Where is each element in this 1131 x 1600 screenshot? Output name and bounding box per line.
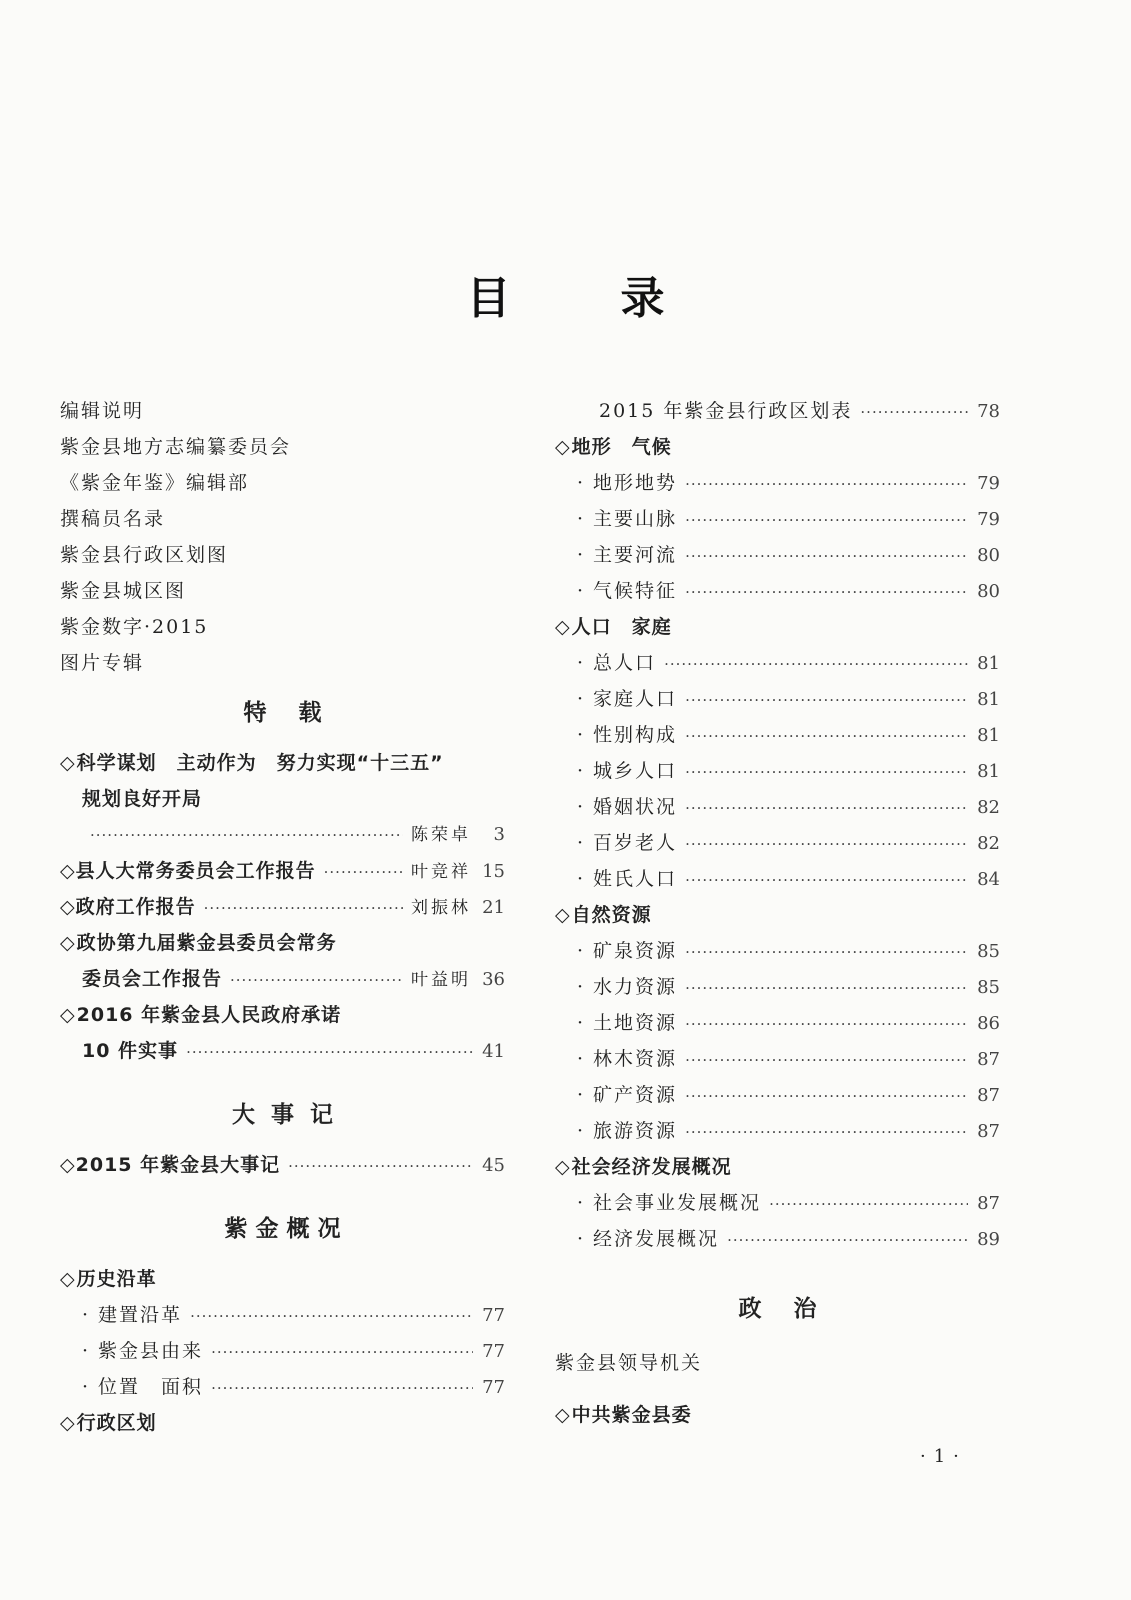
toc-front-item[interactable]: 紫金县地方志编纂委员会: [60, 436, 292, 458]
leader-dots: [685, 466, 968, 502]
toc-subentry[interactable]: [60, 1297, 505, 1333]
bullet-icon: ·: [577, 976, 586, 998]
leader-dots: [685, 754, 968, 790]
toc-subentry[interactable]: [555, 717, 1000, 753]
toc-subentry[interactable]: [555, 753, 1000, 789]
toc-front-item[interactable]: 图片专辑: [60, 652, 145, 674]
toc-entry-author: 叶竞祥: [411, 862, 471, 882]
toc-entry-label: 历史沿革: [76, 1268, 157, 1290]
toc-entry-text: 土地资源: [593, 1012, 678, 1034]
page-title: 目录: [466, 273, 775, 324]
leader-dots: [685, 1078, 968, 1114]
leader-dots: [685, 682, 968, 718]
leader-dots: [211, 1370, 473, 1406]
toc-page-number: 81: [977, 653, 1000, 674]
bullet-icon: ·: [577, 1120, 586, 1142]
toc-entry[interactable]: [60, 1147, 505, 1183]
toc-entry-label: [60, 1147, 280, 1183]
toc-entry-heading[interactable]: [60, 1405, 505, 1441]
diamond-icon: ◇: [60, 896, 76, 918]
leader-dots: [685, 1042, 968, 1078]
toc-page-number: 79: [977, 509, 1000, 530]
toc-entry-text: 气候特征: [593, 580, 678, 602]
toc-front-item[interactable]: 撰稿员名录: [60, 508, 166, 530]
toc-subentry[interactable]: [60, 1369, 505, 1405]
toc-subentry[interactable]: [555, 501, 1000, 537]
toc-entry-text: 县人大常务委员会工作报告: [75, 860, 316, 882]
toc-entry-text: 林木资源: [593, 1048, 678, 1070]
toc-entry-text: 经济发展概况: [593, 1228, 720, 1250]
leader-dots: [685, 970, 968, 1006]
toc-page-number: 80: [977, 545, 1000, 566]
diamond-icon: ◇: [555, 904, 571, 926]
bullet-icon: ·: [577, 1192, 586, 1214]
section-heading-overview: 紫 金 概 况: [224, 1216, 341, 1242]
toc-front-item[interactable]: 紫金数字·2015: [60, 616, 209, 638]
toc-sublist-terrain: [555, 465, 1000, 609]
bullet-icon: ·: [82, 1340, 91, 1362]
section-heading-special: 特 载: [243, 700, 322, 726]
bullet-icon: ·: [577, 472, 586, 494]
toc-page-number: 87: [977, 1085, 1000, 1106]
toc-entry-label: [577, 681, 677, 717]
toc-entry-text: 主要河流: [593, 544, 678, 566]
toc-entry-label: [82, 1333, 203, 1369]
toc-entry-label: 中共紫金县委: [571, 1404, 692, 1426]
toc-subentry[interactable]: [555, 573, 1000, 609]
page-number: ·1·: [920, 1446, 967, 1467]
toc-entry-text: 矿产资源: [593, 1084, 678, 1106]
toc-entry-heading[interactable]: [60, 745, 505, 781]
diamond-icon: ◇: [555, 1404, 571, 1426]
diamond-icon: ◇: [555, 436, 571, 458]
toc-sublist-population: [555, 645, 1000, 897]
toc-subentry[interactable]: [555, 1005, 1000, 1041]
leader-dots: [860, 394, 968, 430]
toc-entry-label: [577, 1113, 677, 1149]
toc-entry-label: [577, 1077, 677, 1113]
spacer: [555, 1257, 1000, 1277]
toc-entry-text: 百岁老人: [593, 832, 678, 854]
toc-entry-continuation[interactable]: [60, 781, 505, 817]
bullet-icon: ·: [577, 1228, 586, 1250]
toc-entry-text: 位置 面积: [98, 1376, 204, 1398]
toc-entry-heading[interactable]: [60, 1261, 505, 1297]
toc-subentry[interactable]: [555, 933, 1000, 969]
toc-entry-text: 总人口: [593, 652, 657, 674]
bullet-icon: ·: [82, 1304, 91, 1326]
bullet-icon: ·: [577, 1084, 586, 1106]
toc-subentry[interactable]: [555, 1113, 1000, 1149]
toc-entry-label: 委员会工作报告: [82, 968, 223, 990]
diamond-icon: ◇: [60, 932, 76, 954]
toc-entry-text: 旅游资源: [593, 1120, 678, 1142]
toc-entry-label: [577, 501, 677, 537]
toc-entry-text: 水力资源: [593, 976, 678, 998]
diamond-icon: ◇: [60, 1412, 76, 1434]
toc-page-number: 82: [977, 797, 1000, 818]
diamond-icon: ◇: [555, 616, 571, 638]
toc-entry-label: 政协第九届紫金县委员会常务: [76, 932, 337, 954]
toc-entry-label: 地形 气候: [571, 436, 672, 458]
leader-dots: [186, 1034, 473, 1070]
toc-entry-heading[interactable]: [60, 925, 505, 961]
toc-page-number: 36: [482, 969, 505, 990]
toc-entry-label: 2016 年紫金县人民政府承诺: [76, 1004, 342, 1026]
leader-dots: [230, 962, 403, 998]
toc-sublist-resources: [555, 933, 1000, 1149]
leader-dots: [685, 790, 968, 826]
diamond-icon: ◇: [555, 1156, 571, 1178]
bullet-icon: ·: [577, 1012, 586, 1034]
toc-page-number: 84: [977, 869, 1000, 890]
toc-page-number: 80: [977, 581, 1000, 602]
toc-entry-text: 婚姻状况: [593, 796, 678, 818]
toc-page-number: 41: [482, 1041, 505, 1062]
leader-dots: [204, 890, 403, 926]
toc-entry-label: [577, 789, 677, 825]
toc-entry-label: 2015 年紫金县行政区划表: [599, 400, 853, 422]
toc-entry-text: 建置沿革: [98, 1304, 183, 1326]
bullet-icon: ·: [577, 580, 586, 602]
toc-entry-heading[interactable]: [60, 997, 505, 1033]
toc-entry-heading[interactable]: [555, 897, 1000, 933]
leader-dots: [685, 718, 968, 754]
toc-entry-label: [577, 1185, 761, 1221]
toc-entry-label: [577, 1005, 677, 1041]
toc-entry-heading[interactable]: [555, 609, 1000, 645]
diamond-icon: ◇: [60, 1004, 76, 1026]
leader-dots: [685, 826, 968, 862]
toc-entry-text: 家庭人口: [593, 688, 678, 710]
toc-page-number: 86: [977, 1013, 1000, 1034]
spacer: [555, 1381, 1000, 1397]
toc-entry[interactable]: [60, 853, 505, 889]
toc-page-number: 87: [977, 1193, 1000, 1214]
toc-right-column: [555, 393, 1000, 1433]
leader-dots: [288, 1148, 473, 1184]
bullet-icon: ·: [577, 868, 586, 890]
toc-subentry[interactable]: [555, 1221, 1000, 1257]
toc-entry-text: 2015 年紫金县大事记: [75, 1154, 281, 1176]
leader-dots: [685, 1006, 968, 1042]
bullet-icon: ·: [577, 1048, 586, 1070]
toc-page-number: 87: [977, 1121, 1000, 1142]
toc-subentry[interactable]: [555, 465, 1000, 501]
toc-entry-leader-row[interactable]: [60, 1033, 505, 1069]
toc-entry-text: 性别构成: [593, 724, 678, 746]
toc-page-number: 77: [482, 1305, 505, 1326]
spacer: [60, 1069, 505, 1083]
toc-page-number: 81: [977, 761, 1000, 782]
toc-entry-label: [577, 1041, 677, 1077]
toc-entry-label: 人口 家庭: [571, 616, 672, 638]
toc-entry-label: 行政区划: [76, 1412, 157, 1434]
toc-entry-label: 科学谋划 主动作为 努力实现“十三五”: [76, 752, 444, 774]
toc-entry-leader-row[interactable]: [60, 961, 505, 997]
toc-subentry[interactable]: [555, 537, 1000, 573]
toc-page-number: 77: [482, 1377, 505, 1398]
toc-entry-text: 社会事业发展概况: [593, 1192, 762, 1214]
toc-entry-text: 地形地势: [593, 472, 678, 494]
toc-entry-text: 矿泉资源: [593, 940, 678, 962]
toc-subentry[interactable]: [555, 1077, 1000, 1113]
section-heading-politics: 政 治: [738, 1296, 817, 1322]
toc-entry-label: 社会经济发展概况: [571, 1156, 732, 1178]
toc-entry-heading[interactable]: [555, 429, 1000, 465]
leader-dots: [685, 1114, 968, 1150]
leader-dots: [685, 862, 968, 898]
leader-dots: [90, 817, 403, 853]
toc-front-item[interactable]: 编辑说明: [60, 400, 145, 422]
toc-left-column: [60, 393, 505, 1441]
toc-entry-label: [577, 465, 677, 501]
toc-page-number: 89: [977, 1229, 1000, 1250]
diamond-icon: ◇: [60, 860, 76, 882]
toc-subentry[interactable]: [555, 861, 1000, 897]
toc-front-item[interactable]: 紫金县领导机关: [555, 1352, 703, 1374]
leader-dots: [324, 854, 403, 890]
toc-page-number: 85: [977, 977, 1000, 998]
leader-dots: [190, 1298, 473, 1334]
toc-entry-label: [577, 573, 677, 609]
diamond-icon: ◇: [60, 1154, 76, 1176]
toc-subentry[interactable]: [555, 789, 1000, 825]
bullet-icon: ·: [577, 544, 586, 566]
diamond-icon: ◇: [60, 1268, 76, 1290]
toc-subentry[interactable]: [60, 1333, 505, 1369]
toc-page-number: 82: [977, 833, 1000, 854]
toc-entry-label: [82, 1369, 203, 1405]
toc-page-number: 78: [977, 401, 1000, 422]
toc-entry-leader-row[interactable]: [60, 817, 505, 853]
toc-entry-heading[interactable]: [555, 1397, 1000, 1433]
bullet-icon: ·: [577, 940, 586, 962]
leader-dots: [685, 538, 968, 574]
toc-entry-heading[interactable]: [555, 1149, 1000, 1185]
leader-dots: [664, 646, 968, 682]
toc-entry[interactable]: [60, 889, 505, 925]
toc-entry-text: 城乡人口: [593, 760, 678, 782]
toc-entry-label: [577, 753, 677, 789]
bullet-icon: ·: [577, 796, 586, 818]
toc-page-number: 79: [977, 473, 1000, 494]
toc-entry-label: 10 件实事: [82, 1040, 179, 1062]
toc-entry-label: [577, 1221, 719, 1257]
bullet-icon: ·: [577, 652, 586, 674]
toc-subentry[interactable]: [555, 825, 1000, 861]
toc-entry-label: [577, 933, 677, 969]
toc-page-number: 3: [493, 824, 505, 845]
bullet-icon: ·: [577, 832, 586, 854]
toc-page-number: 77: [482, 1341, 505, 1362]
toc-entry-author: 叶益明: [411, 970, 471, 990]
leader-dots: [685, 934, 968, 970]
toc-page-number: 45: [482, 1155, 505, 1176]
toc-subentry[interactable]: [555, 393, 1000, 429]
bullet-icon: ·: [577, 688, 586, 710]
toc-entry-label: [82, 1297, 182, 1333]
leader-dots: [211, 1334, 473, 1370]
diamond-icon: ◇: [60, 752, 76, 774]
toc-subentry[interactable]: [555, 1185, 1000, 1221]
toc-entry-text: 姓氏人口: [593, 868, 678, 890]
toc-subentry[interactable]: [555, 1041, 1000, 1077]
toc-page-number: 81: [977, 725, 1000, 746]
toc-subentry[interactable]: [555, 969, 1000, 1005]
toc-entry-label: [577, 861, 677, 897]
toc-subentry[interactable]: [555, 645, 1000, 681]
toc-subentry[interactable]: [555, 681, 1000, 717]
leader-dots: [685, 574, 968, 610]
toc-entry-text: 政府工作报告: [75, 896, 196, 918]
toc-entry-author: 陈荣卓: [411, 825, 471, 845]
bullet-icon: ·: [577, 760, 586, 782]
leader-dots: [685, 502, 968, 538]
toc-entry-label: [577, 537, 677, 573]
toc-page-number: 15: [482, 861, 505, 882]
toc-entry-label: 自然资源: [571, 904, 652, 926]
toc-page-number: 21: [482, 897, 505, 918]
toc-front-item[interactable]: 《紫金年鉴》编辑部: [60, 472, 250, 494]
spacer: [60, 1183, 505, 1197]
toc-entry-label: [577, 717, 677, 753]
toc-page-number: 85: [977, 941, 1000, 962]
toc-page-number: 81: [977, 689, 1000, 710]
section-heading-events: 大 事 记: [231, 1102, 334, 1128]
toc-front-item[interactable]: 紫金县城区图: [60, 580, 187, 602]
bullet-icon: ·: [82, 1376, 91, 1398]
toc-entry-text: 主要山脉: [593, 508, 678, 530]
toc-front-item[interactable]: 紫金县行政区划图: [60, 544, 229, 566]
toc-entry-label: [577, 645, 656, 681]
toc-entry-text: 紫金县由来: [98, 1340, 204, 1362]
toc-entry-label: [60, 889, 196, 925]
leader-dots: [769, 1186, 968, 1222]
toc-page-number: 87: [977, 1049, 1000, 1070]
leader-dots: [727, 1222, 968, 1258]
toc-entry-author: 刘振林: [411, 898, 471, 918]
toc-entry-label: [577, 969, 677, 1005]
toc-entry-label: [60, 853, 316, 889]
bullet-icon: ·: [577, 508, 586, 530]
bullet-icon: ·: [577, 724, 586, 746]
toc-sublist-economy: [555, 1185, 1000, 1257]
toc-entry-label: 规划良好开局: [82, 788, 203, 810]
toc-entry-label: [577, 825, 677, 861]
